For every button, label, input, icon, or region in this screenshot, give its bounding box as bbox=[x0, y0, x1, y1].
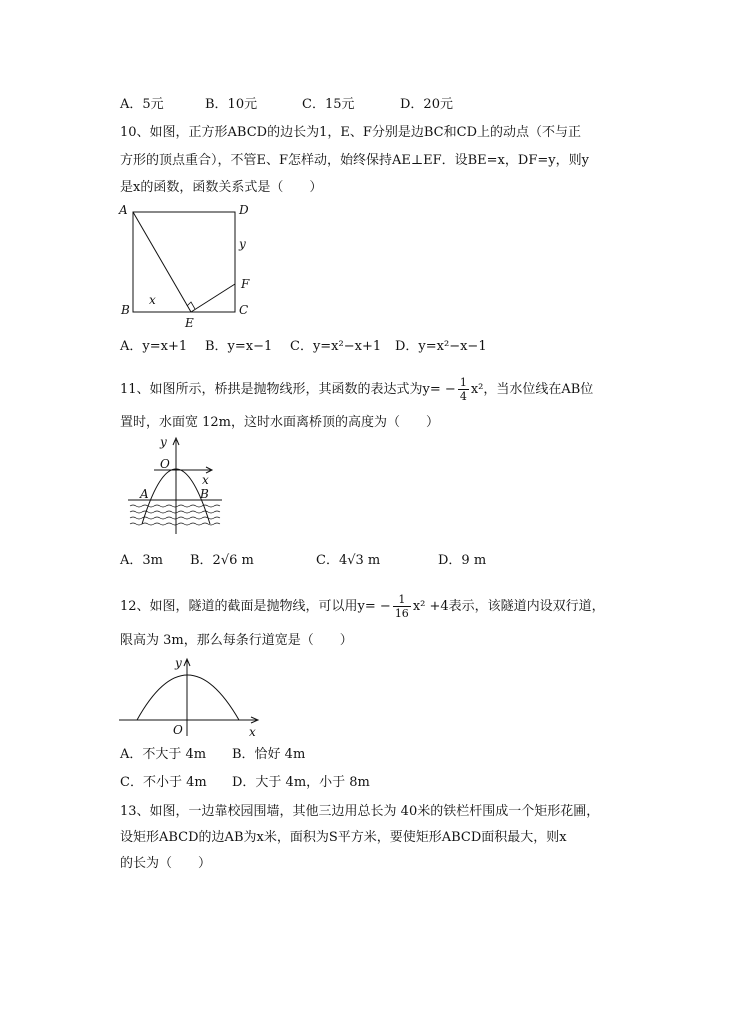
q11-frac-num: 1 bbox=[459, 376, 467, 389]
q10-option-b: B．y=x−1 bbox=[205, 339, 273, 354]
q12-line-2: 限高为 3m，那么每条行道宽是（ ） bbox=[120, 633, 353, 648]
q11-option-b: B．2√6 m bbox=[190, 553, 254, 568]
q10-line-2: 方形的顶点重合），不管E、F怎样动，始终保持AE⊥EF．设BE=x，DF=y，则y bbox=[120, 153, 589, 168]
q11-line-1 bbox=[120, 376, 593, 403]
q12-label-y: y bbox=[175, 656, 182, 670]
q12-label-x: x bbox=[249, 725, 256, 739]
q11-option-a: A．3m bbox=[120, 553, 163, 568]
q11-line-2: 置时，水面宽 12m，这时水面离桥顶的高度为（ ） bbox=[120, 415, 440, 430]
q10-square-figure bbox=[115, 200, 255, 332]
q10-option-c: C．y=x²−x+1 bbox=[290, 339, 382, 354]
q12-line1-pre: 12、如图，隧道的截面是抛物线，可以用y= − bbox=[120, 599, 391, 614]
q12-fraction bbox=[393, 593, 411, 620]
q12-tunnel-figure bbox=[115, 654, 265, 740]
q9-option-b: B．10元 bbox=[205, 97, 258, 112]
q11-option-c: C．4√3 m bbox=[316, 553, 381, 568]
q12-label-o: O bbox=[173, 723, 183, 737]
q12-option-a: A．不大于 4m bbox=[120, 747, 207, 762]
q10-label-x: x bbox=[149, 293, 156, 307]
q11-label-a: A bbox=[140, 487, 149, 501]
q9-option-a: A．5元 bbox=[120, 97, 164, 112]
q11-label-b: B bbox=[200, 487, 209, 501]
q10-line-3: 是x的函数，函数关系式是（ ） bbox=[120, 180, 323, 195]
q13-line-1: 13、如图，一边靠校园围墙，其他三边用总长为 40米的铁栏杆围成一个矩形花圃， bbox=[120, 804, 600, 819]
q12-option-d: D．大于 4m，小于 8m bbox=[232, 775, 370, 790]
q11-option-d: D．9 m bbox=[438, 553, 487, 568]
q13-line-2: 设矩形ABCD的边AB为x米，面积为S平方米，要使矩形ABCD面积最大，则x bbox=[120, 830, 567, 845]
q10-option-d: D．y=x²−x−1 bbox=[395, 339, 487, 354]
q11-label-o: O bbox=[160, 457, 170, 471]
q12-frac-den: 16 bbox=[394, 607, 409, 620]
q10-label-e: E bbox=[185, 316, 194, 330]
q11-label-y: y bbox=[160, 435, 167, 449]
q11-line1-pre: 11、如图所示，桥拱是抛物线形，其函数的表达式为y= − bbox=[120, 382, 456, 397]
q11-fraction bbox=[458, 376, 469, 403]
q9-option-c: C．15元 bbox=[302, 97, 355, 112]
q10-label-c: C bbox=[239, 303, 249, 317]
q12-line1-post: x² +4表示，该隧道内设双行道， bbox=[412, 599, 605, 614]
q10-label-y: y bbox=[239, 237, 246, 251]
q13-line-3: 的长为（ ） bbox=[120, 856, 212, 871]
q10-line-1: 10、如图，正方形ABCD的边长为1，E、F分别是边BC和CD上的动点（不与正 bbox=[120, 125, 581, 140]
q10-label-f: F bbox=[241, 277, 250, 291]
q12-option-c: C．不小于 4m bbox=[120, 775, 207, 790]
q10-label-a: A bbox=[119, 203, 128, 217]
q9-option-d: D．20元 bbox=[400, 97, 453, 112]
q12-frac-num: 1 bbox=[393, 593, 411, 607]
q10-label-d: D bbox=[239, 203, 249, 217]
q10-label-b: B bbox=[121, 303, 130, 317]
q10-option-a: A．y=x+1 bbox=[120, 339, 188, 354]
q12-option-b: B．恰好 4m bbox=[232, 747, 306, 762]
q11-line1-post: x²，当水位线在AB位 bbox=[470, 382, 594, 397]
q11-bridge-figure bbox=[120, 434, 230, 540]
q12-line-1 bbox=[120, 593, 605, 620]
q11-frac-den: 4 bbox=[459, 390, 467, 403]
q11-label-x: x bbox=[202, 473, 209, 487]
